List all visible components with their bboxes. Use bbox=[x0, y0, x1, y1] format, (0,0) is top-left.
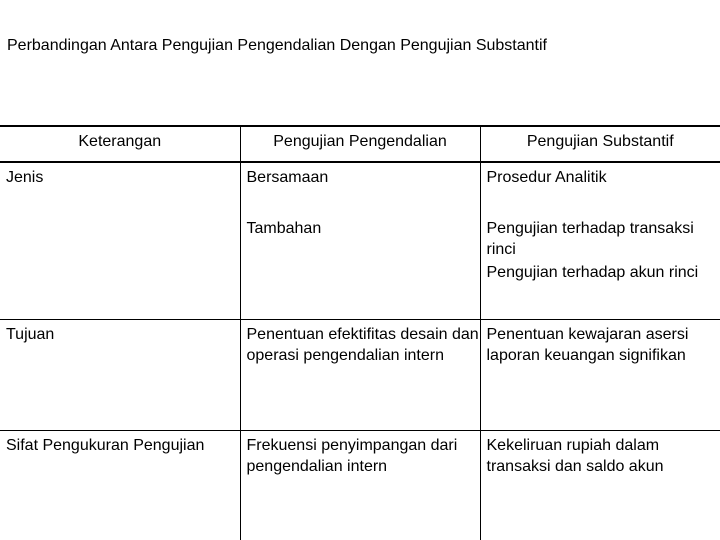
substantif-cell bbox=[480, 431, 720, 540]
substantif-cell bbox=[480, 162, 720, 320]
row-label-cell bbox=[0, 431, 240, 540]
substantif-jenis-2: Pengujian terhadap transaksi rinci bbox=[486, 220, 694, 258]
comparison-table bbox=[0, 125, 720, 540]
row-label-cell bbox=[0, 162, 240, 320]
substantif-jenis-3: Pengujian terhadap akun rinci bbox=[486, 264, 699, 281]
row-label: Jenis bbox=[6, 169, 44, 186]
substantif-tujuan: Penentuan kewajaran asersi laporan keuangan signifikan bbox=[486, 326, 689, 364]
header-pengujian-substantif: Pengujian Substantif bbox=[480, 126, 720, 162]
pengendalian-cell bbox=[240, 320, 480, 431]
substantif-jenis-1: Prosedur Analitik bbox=[486, 169, 607, 186]
row-label-cell bbox=[0, 320, 240, 431]
pengendalian-tujuan: Penentuan efektifitas desain dan operasi pengendalian intern bbox=[246, 326, 479, 364]
row-label: Tujuan bbox=[6, 326, 55, 343]
substantif-cell bbox=[480, 320, 720, 431]
pengendalian-jenis-2: Tambahan bbox=[246, 220, 322, 237]
table-header-row bbox=[0, 126, 720, 162]
header-keterangan: Keterangan bbox=[0, 126, 240, 162]
pengendalian-cell bbox=[240, 431, 480, 540]
header-pengujian-pengendalian: Pengujian Pengendalian bbox=[240, 126, 480, 162]
page-title: Perbandingan Antara Pengujian Pengendalian Dengan Pengujian Substantif bbox=[7, 37, 547, 54]
pengendalian-cell bbox=[240, 162, 480, 320]
row-label: Sifat Pengukuran Pengujian bbox=[6, 437, 205, 454]
table-row-sifat bbox=[0, 431, 720, 540]
substantif-sifat: Kekeliruan rupiah dalam transaksi dan saldo akun bbox=[486, 437, 664, 475]
table-row-jenis bbox=[0, 162, 720, 320]
pengendalian-jenis-1: Bersamaan bbox=[246, 169, 329, 186]
table-row-tujuan bbox=[0, 320, 720, 431]
pengendalian-sifat: Frekuensi penyimpangan dari pengendalian intern bbox=[246, 437, 458, 475]
